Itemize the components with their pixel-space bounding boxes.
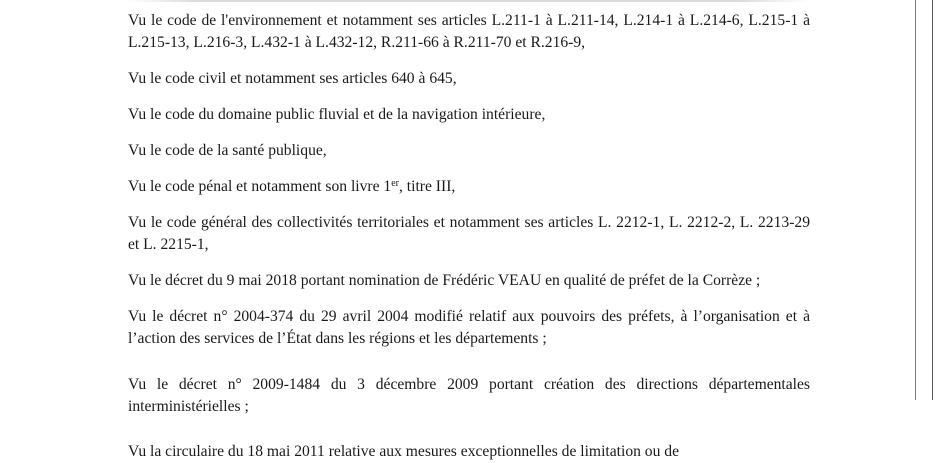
visa-code-penal — [128, 176, 810, 198]
scan-top-shadow — [128, 0, 808, 2]
visa-decret-2009-1484: Vu le décret n° 2009-1484 du 3 décembre 2009 portant création des directions départementales interministérielles ; — [128, 376, 810, 415]
visa-decret-2004-374: Vu le décret n° 2004-374 du 29 avril 2004 modifié relatif aux pouvoirs des préfets, à l’organisation et à l’action des services de l’État dans les régions et les départements ; — [128, 308, 810, 347]
visa-code-domaine-public-fluvial: Vu le code du domaine public fluvial et de la navigation intérieure, — [128, 106, 546, 123]
visa-decret-nomination-prefet: Vu le décret du 9 mai 2018 portant nomination de Frédéric VEAU en qualité de préfet de la Corrèze ; — [128, 272, 761, 289]
visa-code-penal-prefix: Vu le code pénal et notamment son livre 1 — [128, 178, 392, 195]
visa-code-penal-superscript: er — [391, 178, 399, 189]
visa-code-penal-suffix: , titre III, — [399, 178, 456, 195]
visa-code-environnement: Vu le code de l'environnement et notamment ses articles L.211-1 à L.211-14, L.214-1 à L.214-6, L.215-1 à L.215-13, L.216-3, L.432-1 à L.432-12, R.211-66 à R.211-70 et R.216-9, — [128, 12, 810, 51]
visa-list — [128, 10, 810, 460]
page-edge-line-outer — [932, 0, 933, 400]
visa-code-sante-publique: Vu le code de la santé publique, — [128, 142, 327, 159]
visa-circulaire-2011: Vu la circulaire du 18 mai 2011 relative aux mesures exceptionnelles de limitation ou de — [128, 443, 680, 460]
page-edge-line — [915, 0, 916, 400]
visa-cgct: Vu le code général des collectivités territoriales et notamment ses articles L. 2212-1, L. 2212-2, L. 2213-29 et L. 2215-1, — [128, 214, 810, 253]
visa-code-civil: Vu le code civil et notamment ses articles 640 à 645, — [128, 70, 457, 87]
